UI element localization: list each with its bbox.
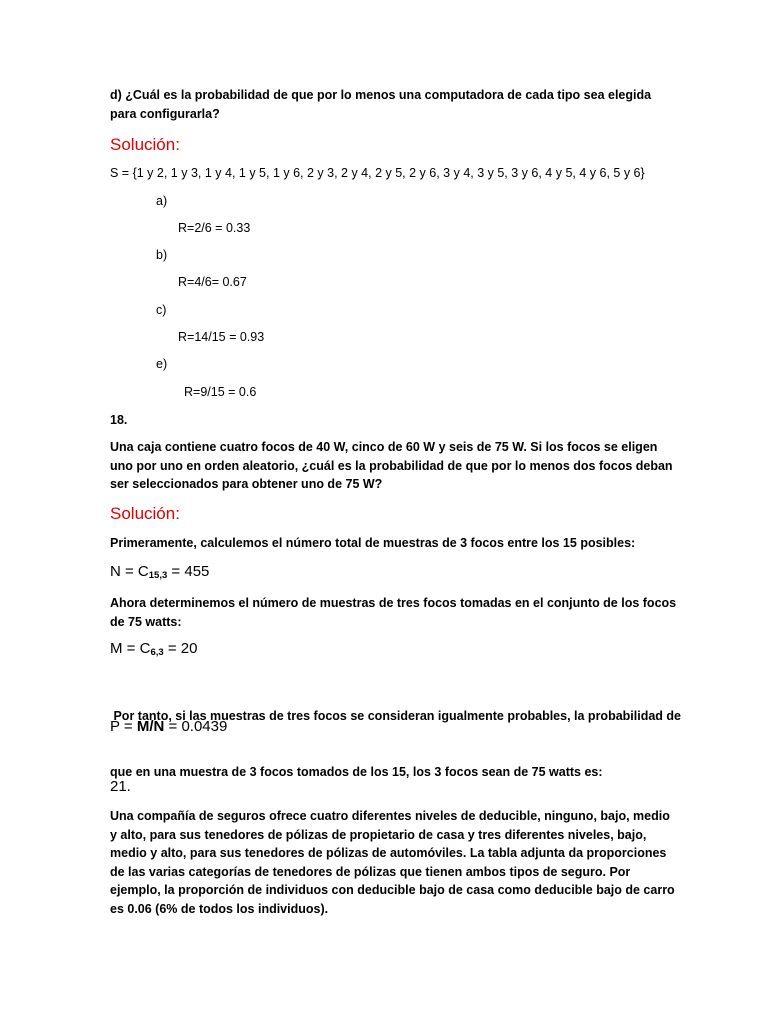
problem-21-line: de las varias categorías de tenedores de pólizas que tienen ambos tipos de seguro. Por	[110, 864, 631, 879]
formula-m-rhs: = 20	[163, 640, 198, 657]
formula-n	[110, 562, 209, 586]
solution-2-line: de 75 watts:	[110, 614, 182, 629]
part-a-label: a)	[156, 194, 168, 208]
question-d-line: para configurarla?	[110, 106, 220, 121]
part-c-label: c)	[156, 303, 167, 317]
problem-21-line: es 0.06 (6% de todos los individuos).	[110, 901, 329, 916]
formula-m-sub: 6,3	[150, 647, 164, 658]
problem-21-line: ejemplo, la proporción de individuos con deducible bajo de casa como deducible bajo de carro	[110, 883, 675, 897]
formula-n-lhs: N = C	[110, 563, 149, 580]
solution-heading-2: Solución:	[110, 504, 180, 523]
part-b-result: R=4/6= 0.67	[178, 275, 247, 289]
part-e-label: e)	[156, 357, 168, 371]
problem-21-line: Una compañía de seguros ofrece cuatro diferentes niveles de deducible, ninguno, bajo, medio	[110, 809, 670, 823]
problem-18-line: Una caja contiene cuatro focos de 40 W, cinco de 60 W y seis de 75 W. Si los focos se eligen	[110, 440, 658, 454]
part-e-result: R=9/15 = 0.6	[184, 385, 257, 399]
problem-18-number: 18.	[110, 413, 128, 427]
solution-2-text-2	[110, 594, 676, 631]
problem-21-line: y alto, para sus tenedores de pólizas de propietario de casa y tres diferentes niveles, bajo,	[110, 827, 647, 842]
solution-2-line: Ahora determinemos el número de muestras de tres focos tomadas en el conjunto de los focos	[110, 596, 677, 610]
problem-18-line: uno por uno en orden aleatorio, ¿cuál es la probabilidad de que por lo menos dos focos deban	[110, 458, 673, 473]
problem-21-line: medio y alto, para sus tenedores de pólizas de automóviles. La tabla adjunta da proporciones	[110, 846, 667, 860]
solution-2-line: que en una muestra de 3 focos tomados de los 15, los 3 focos sean de 75 watts es:	[110, 764, 603, 779]
part-c-result: R=14/15 = 0.93	[178, 330, 265, 344]
solution-2-text-3	[110, 670, 681, 818]
formula-n-sub: 15,3	[148, 570, 168, 581]
problem-18-line: ser seleccionados para obtener uno de 75 W?	[110, 477, 383, 491]
formula-p-bold: M/N	[136, 718, 165, 735]
problem-21-text	[110, 807, 675, 918]
part-a-result: R=2/6 = 0.33	[178, 221, 251, 235]
question-d-line: d) ¿Cuál es la probabilidad de que por lo menos una computadora de cada tipo sea elegida	[110, 88, 652, 102]
solution-2-intro: Primeramente, calculemos el número total de muestras de 3 focos entre los 15 posibles:	[110, 536, 636, 550]
formula-m	[110, 639, 197, 663]
formula-m-lhs: M = C	[110, 640, 151, 657]
question-d-text	[110, 86, 651, 123]
formula-p-lhs: P =	[110, 718, 137, 735]
part-b-label: b)	[156, 248, 168, 262]
formula-p	[110, 717, 227, 737]
problem-21-number: 21.	[110, 778, 131, 795]
formula-n-rhs: = 455	[167, 563, 210, 580]
solution-heading: Solución:	[110, 135, 180, 154]
sample-space: S = {1 y 2, 1 y 3, 1 y 4, 1 y 5, 1 y 6, 2 y 3, 2 y 4, 2 y 5, 2 y 6, 3 y 4, 3 y 5, 3 y 6, 4 y 5, 4 y 6, 5 y 6}	[110, 166, 645, 180]
problem-18-text	[110, 438, 673, 494]
formula-p-rhs: = 0.0439	[164, 718, 228, 735]
solution-2-line: Por tanto, si las muestras de tres focos se consideran igualmente probables, la probabilidad de	[110, 709, 681, 723]
